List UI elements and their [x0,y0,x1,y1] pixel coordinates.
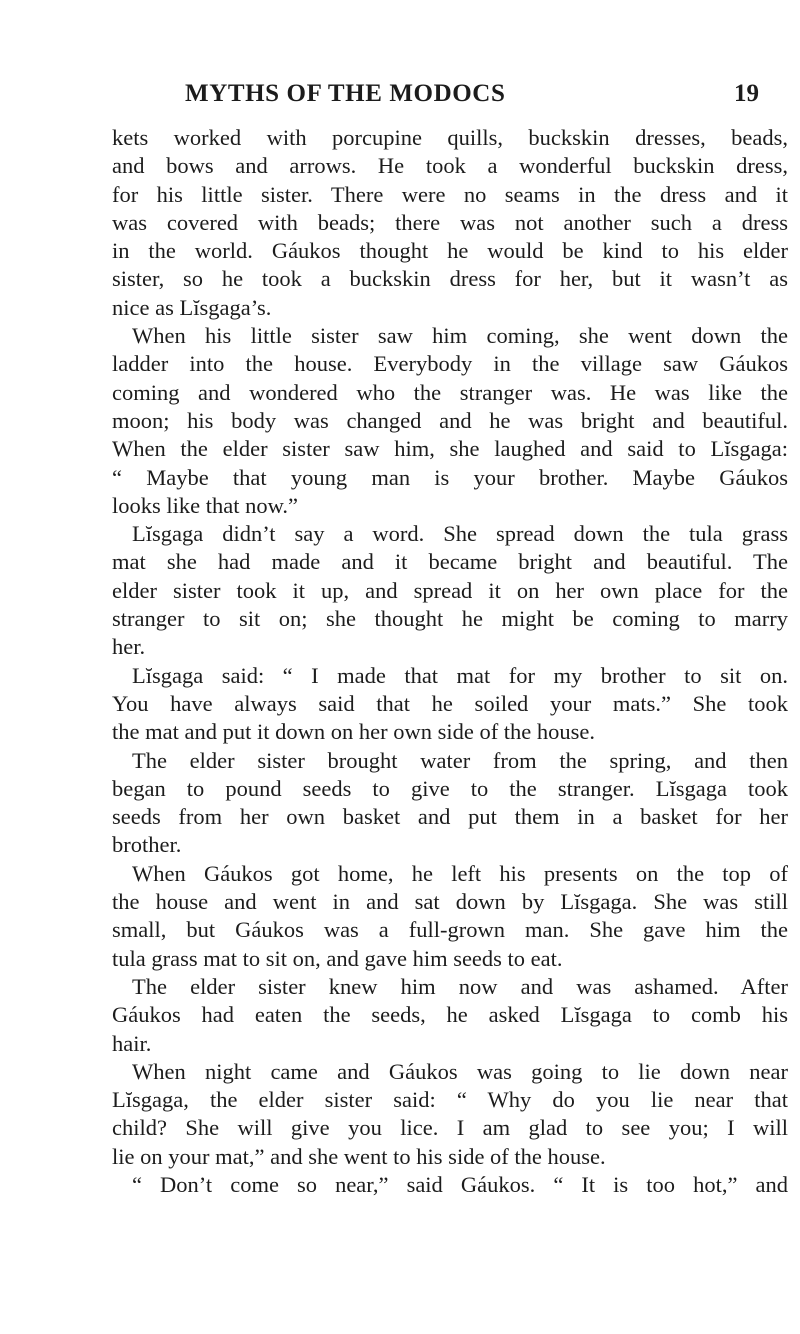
text-line: child? She will give you lice. I am glad to see you; I will [112,1115,788,1141]
text-line: hair. [112,1030,152,1056]
text-line: When Gáukos got home, he left his presents on the top of [132,860,788,886]
text-line: brother. [112,832,182,858]
page-number: 19 [734,80,759,107]
text-line: and bows and arrows. He took a wonderful buckskin dress, [112,153,788,179]
running-title: MYTHS OF THE MODOCS [185,80,506,107]
text-line: moon; his body was changed and he was bright and beautiful. [112,407,788,433]
text-line: kets worked with porcupine quills, buckskin dresses, beads, [112,125,788,150]
text-line: began to pound seeds to give to the stranger. Lĭsgaga took [112,775,788,801]
text-line: When night came and Gáukos was going to lie down near [132,1058,788,1084]
body-text [112,124,788,1199]
text-line: small, but Gáukos was a full-grown man. She gave him the [112,917,788,943]
text-line: for his little sister. There were no seams in the dress and it [112,181,788,207]
text-line: lie on your mat,” and she went to his side of the house. [112,1143,606,1169]
text-line: Gáukos had eaten the seeds, he asked Lĭsgaga to comb his [112,1002,788,1028]
text-line: the house and went in and sat down by Lĭsgaga. She was still [112,889,788,915]
text-line: her. [112,634,146,660]
text-line: You have always said that he soiled your mats.” She took [112,690,788,716]
page-header [185,80,780,116]
text-line: Lĭsgaga didn’t say a word. She spread down the tula grass [132,521,788,547]
text-line: ladder into the house. Everybody in the village saw Gáukos [112,351,788,377]
text-line: sister, so he took a buckskin dress for her, but it wasn’t as [112,266,788,292]
text-line: seeds from her own basket and put them in a basket for her [112,804,788,830]
text-line: Lĭsgaga, the elder sister said: “ Why do you lie near that [112,1087,788,1113]
text-line: in the world. Gáukos thought he would be kind to his elder [112,238,788,264]
text-line: mat she had made and it became bright and beautiful. The [112,549,788,575]
text-line: “ Maybe that young man is your brother. Maybe Gáukos [112,464,788,490]
text-line: the mat and put it down on her own side of the house. [112,719,596,745]
text-line: tula grass mat to sit on, and gave him seeds to eat. [112,945,563,971]
text-line: nice as Lĭsgaga’s. [112,294,272,320]
text-line: coming and wondered who the stranger was. He was like the [112,379,788,405]
text-line: Lĭsgaga said: “ I made that mat for my brother to sit on. [132,662,788,688]
text-line: “ Don’t come so near,” said Gáukos. “ It is too hot,” and [132,1171,788,1197]
text-line: was covered with beads; there was not another such a dress [112,209,788,235]
text-line: When his little sister saw him coming, she went down the [132,323,788,349]
text-line: elder sister took it up, and spread it on her own place for the [112,577,788,603]
text-line: looks like that now.” [112,492,299,518]
text-line: stranger to sit on; she thought he might be coming to marry [112,606,788,632]
text-line: The elder sister brought water from the spring, and then [132,747,788,773]
text-line: When the elder sister saw him, she laughed and said to Lĭsgaga: [112,436,788,462]
text-line: The elder sister knew him now and was ashamed. After [132,973,788,999]
